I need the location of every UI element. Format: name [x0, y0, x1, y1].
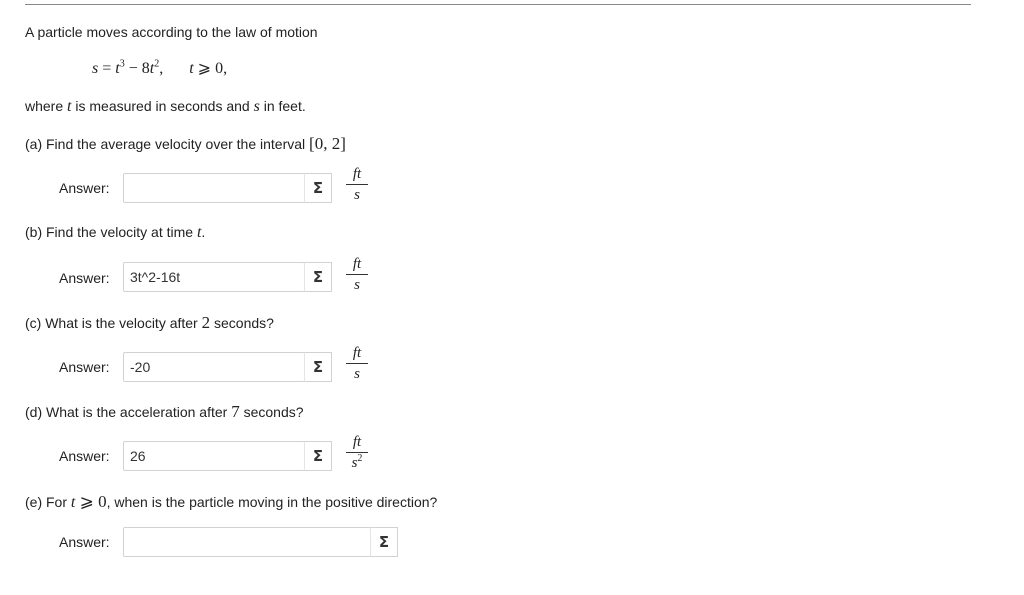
sigma-icon[interactable]: Σ	[304, 352, 332, 382]
units-description: where t is measured in seconds and s in feet.	[25, 98, 306, 115]
question-d: (d) What is the acceleration after 7 seconds?	[25, 402, 304, 421]
unit-a: ft s	[346, 166, 368, 203]
answer-c-label: Answer:	[59, 359, 110, 375]
unit-b: ft s	[346, 256, 368, 293]
unit-c: ft s	[346, 345, 368, 382]
question-e: (e) For t ⩾ 0, when is the particle moving in the positive direction?	[25, 492, 438, 511]
sigma-icon[interactable]: Σ	[304, 262, 332, 292]
unit-d: ft $s^2$	[346, 434, 368, 471]
answer-c-input[interactable]	[123, 352, 305, 382]
answer-e-label: Answer:	[59, 534, 110, 550]
answer-e-input[interactable]	[123, 527, 371, 557]
question-b: (b) Find the velocity at time t.	[25, 224, 206, 241]
question-c: (c) What is the velocity after 2 seconds?	[25, 313, 274, 332]
answer-b-label: Answer:	[59, 270, 110, 286]
motion-formula: $s = t^3 - 8t^2$, t ⩾ 0,	[92, 58, 228, 77]
sigma-icon[interactable]: Σ	[304, 173, 332, 203]
intro-text: A particle moves according to the law of motion	[25, 24, 318, 40]
question-a: (a) Find the average velocity over the interval [0, 2]	[25, 134, 346, 153]
top-divider	[25, 4, 971, 5]
sigma-icon[interactable]: Σ	[370, 527, 398, 557]
answer-d-input[interactable]	[123, 441, 305, 471]
answer-d-label: Answer:	[59, 448, 110, 464]
answer-b-input[interactable]	[123, 262, 305, 292]
sigma-icon[interactable]: Σ	[304, 441, 332, 471]
answer-a-input[interactable]	[123, 173, 305, 203]
answer-a-label: Answer:	[59, 180, 110, 196]
